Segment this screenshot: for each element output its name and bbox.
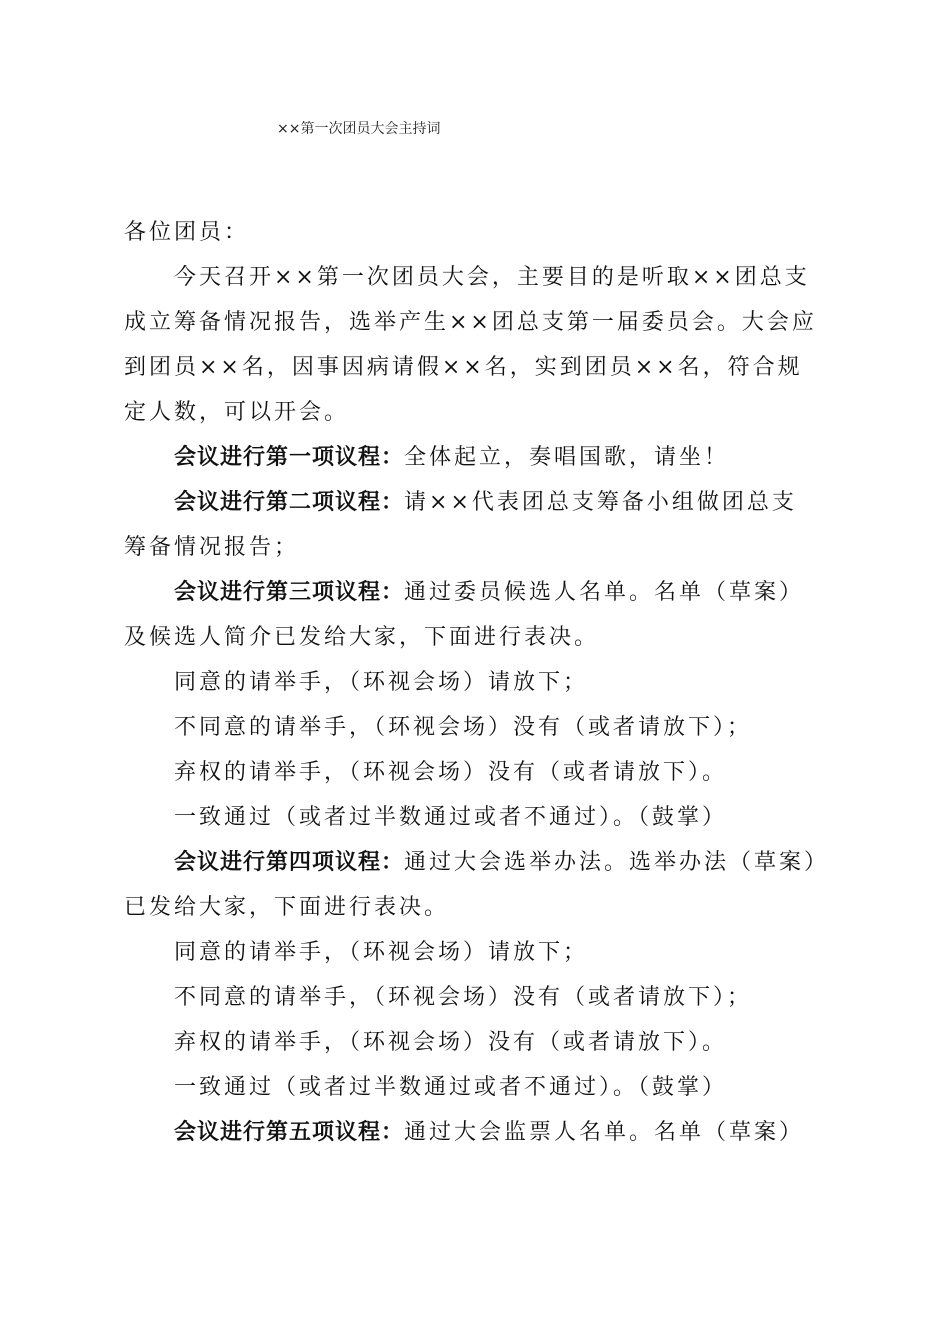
text-line xyxy=(124,525,836,570)
text-line xyxy=(124,660,836,705)
line-text: 及候选人简介已发给大家，下面进行表决。 xyxy=(124,625,600,650)
text-line xyxy=(124,300,836,345)
paragraph-lines xyxy=(124,255,836,1155)
line-text: 一致通过（或者过半数通过或者不通过）。（鼓掌） xyxy=(174,805,728,830)
text-line xyxy=(124,570,836,615)
text-line xyxy=(124,615,836,660)
line-text: 今天召开××第一次团员大会，主要目的是听取××团总支 xyxy=(174,265,810,290)
text-line xyxy=(124,885,836,930)
text-line xyxy=(124,840,836,885)
document-title: ××第一次团员大会主持词 xyxy=(277,121,441,137)
line-text: 筹备情况报告； xyxy=(124,535,300,560)
line-text: 同意的请举手，（环视会场）请放下； xyxy=(174,940,589,965)
text-line xyxy=(124,255,836,300)
line-text: 同意的请举手，（环视会场）请放下； xyxy=(174,670,589,695)
line-text: 通过大会选举办法。选举办法（草案） xyxy=(404,850,830,875)
agenda-item-heading: 会议进行第四项议程： xyxy=(174,850,405,875)
line-text: 一致通过（或者过半数通过或者不通过）。（鼓掌） xyxy=(174,1075,728,1100)
text-line xyxy=(124,435,836,480)
line-text: 弃权的请举手，（环视会场）没有（或者请放下）。 xyxy=(174,760,728,785)
line-text: 通过大会监票人名单。名单（草案） xyxy=(404,1120,805,1145)
text-line xyxy=(124,705,836,750)
line-text: 全体起立，奏唱国歌，请坐！ xyxy=(404,445,730,470)
agenda-item-heading: 会议进行第五项议程： xyxy=(174,1120,405,1145)
text-line xyxy=(124,390,836,435)
document-body xyxy=(124,210,836,1155)
text-line xyxy=(124,795,836,840)
line-text: 定人数，可以开会。 xyxy=(124,400,350,425)
line-text: 不同意的请举手，（环视会场）没有（或者请放下）； xyxy=(174,985,753,1010)
text-line xyxy=(124,1110,836,1155)
text-line xyxy=(124,1065,836,1110)
text-line xyxy=(124,930,836,975)
line-text: 到团员××名，因事因病请假××名，实到团员××名，符合规 xyxy=(124,355,803,380)
agenda-item-heading: 会议进行第一项议程： xyxy=(174,445,405,470)
line-text: 已发给大家，下面进行表决。 xyxy=(124,895,450,920)
salutation: 各位团员： xyxy=(124,220,250,245)
text-line xyxy=(124,975,836,1020)
line-text: 成立筹备情况报告，选举产生××团总支第一届委员会。大会应 xyxy=(124,310,817,335)
line-text: 弃权的请举手，（环视会场）没有（或者请放下）。 xyxy=(174,1030,728,1055)
agenda-item-heading: 会议进行第二项议程： xyxy=(174,490,405,515)
text-line xyxy=(124,750,836,795)
text-line xyxy=(124,480,836,525)
text-line xyxy=(124,345,836,390)
line-text: 不同意的请举手，（环视会场）没有（或者请放下）； xyxy=(174,715,753,740)
text-line xyxy=(124,1020,836,1065)
line-text: 通过委员候选人名单。名单（草案） xyxy=(404,580,805,605)
agenda-item-heading: 会议进行第三项议程： xyxy=(174,580,405,605)
line-text: 请××代表团总支筹备小组做团总支 xyxy=(404,490,797,515)
